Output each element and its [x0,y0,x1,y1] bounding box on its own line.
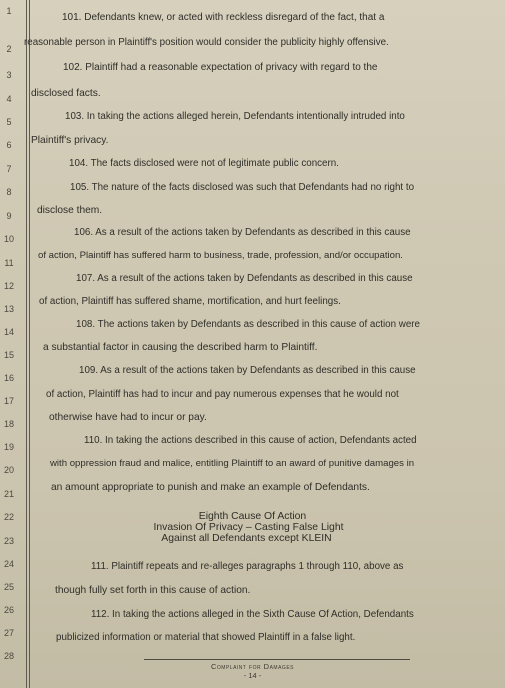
paragraph-line: 104. The facts disclosed were not of legitimate public concern. [69,158,339,169]
line-number: 1 [6,6,12,16]
line-number: 15 [3,350,14,360]
paragraph-line: of action, Plaintiff has suffered shame, mortification, and hurt feelings. [39,296,341,307]
paragraph-line: 105. The nature of the facts disclosed was such that Defendants had no right to [70,182,415,193]
line-number: 11 [4,258,14,268]
line-number: 26 [3,605,14,615]
margin-rule-left [26,0,27,688]
line-number: 2 [6,44,12,54]
paragraph-line: 108. The actions taken by Defendants as described in this cause of action were [76,319,421,330]
cause-of-action-parties: Against all Defendants except KLEIN [161,533,332,544]
line-number: 16 [3,373,14,383]
paragraph-line: 110. In taking the actions described in this cause of action, Defendants acted [84,435,417,446]
line-number: 25 [3,582,14,592]
line-number: 22 [3,512,14,522]
paragraph-line: 103. In taking the actions alleged herein, Defendants intentionally intruded into [65,111,405,122]
line-number: 19 [3,442,14,452]
line-number: 7 [6,164,12,174]
cause-of-action-subheading: Invasion Of Privacy – Casting False Light [153,522,344,533]
line-number: 21 [3,489,14,499]
line-number: 27 [3,628,14,638]
line-number: 17 [3,396,14,406]
paragraph-line: of action, Plaintiff has had to incur and pay numerous expenses that he would not [46,389,399,400]
line-number: 6 [6,140,12,150]
line-number: 18 [3,419,14,429]
paragraph-line: 112. In taking the actions alleged in the Sixth Cause Of Action, Defendants [91,609,414,620]
paragraph-line: 101. Defendants knew, or acted with reckless disregard of the fact, that a [62,12,385,23]
page-number: - 14 - [243,671,262,680]
footer-title: Complaint for Damages [210,662,294,671]
paragraph-line: publicized information or material that showed Plaintiff in a false light. [56,632,356,643]
line-number: 14 [3,327,14,337]
paragraph-line: otherwise have had to incur or pay. [49,412,207,423]
paragraph-line: though fully set forth in this cause of action. [55,585,251,596]
cause-of-action-heading: Eighth Cause Of Action [198,511,307,522]
paragraph-line: 109. As a result of the actions taken by Defendants as described in this cause [79,365,416,376]
line-number: 10 [3,234,14,244]
footer-rule [144,659,410,660]
paragraph-line: disclose them. [37,205,103,216]
paragraph-line: with oppression fraud and malice, entitling Plaintiff to an award of punitive damages in [50,458,415,469]
paragraph-line: 107. As a result of the actions taken by Defendants as described in this cause [76,273,413,284]
line-number: 23 [3,536,14,546]
line-number: 28 [3,651,14,661]
line-number: 4 [6,94,12,104]
margin-rule-right [29,0,30,688]
paragraph-line: 102. Plaintiff had a reasonable expectation of privacy with regard to the [63,62,378,73]
paragraph-line: disclosed facts. [31,88,101,99]
line-number: 13 [3,304,14,314]
paragraph-line: an amount appropriate to punish and make an example of Defendants. [51,482,370,493]
line-number: 24 [3,559,14,569]
line-number: 3 [6,70,12,80]
line-number: 20 [3,465,14,475]
paragraph-line: 106. As a result of the actions taken by Defendants as described in this cause [74,227,411,238]
line-number: 8 [6,187,12,197]
paragraph-line: a substantial factor in causing the described harm to Plaintiff. [43,342,318,353]
paragraph-line: of action, Plaintiff has suffered harm to business, trade, profession, and/or occupation. [38,250,403,261]
paragraph-line: Plaintiff's privacy. [31,135,109,146]
line-number: 9 [6,211,12,221]
line-number: 5 [6,117,12,127]
paragraph-line: reasonable person in Plaintiff's position would consider the publicity highly offensive. [24,37,389,48]
line-number: 12 [3,281,14,291]
paragraph-line: 111. Plaintiff repeats and re-alleges paragraphs 1 through 110, above as [91,561,404,572]
